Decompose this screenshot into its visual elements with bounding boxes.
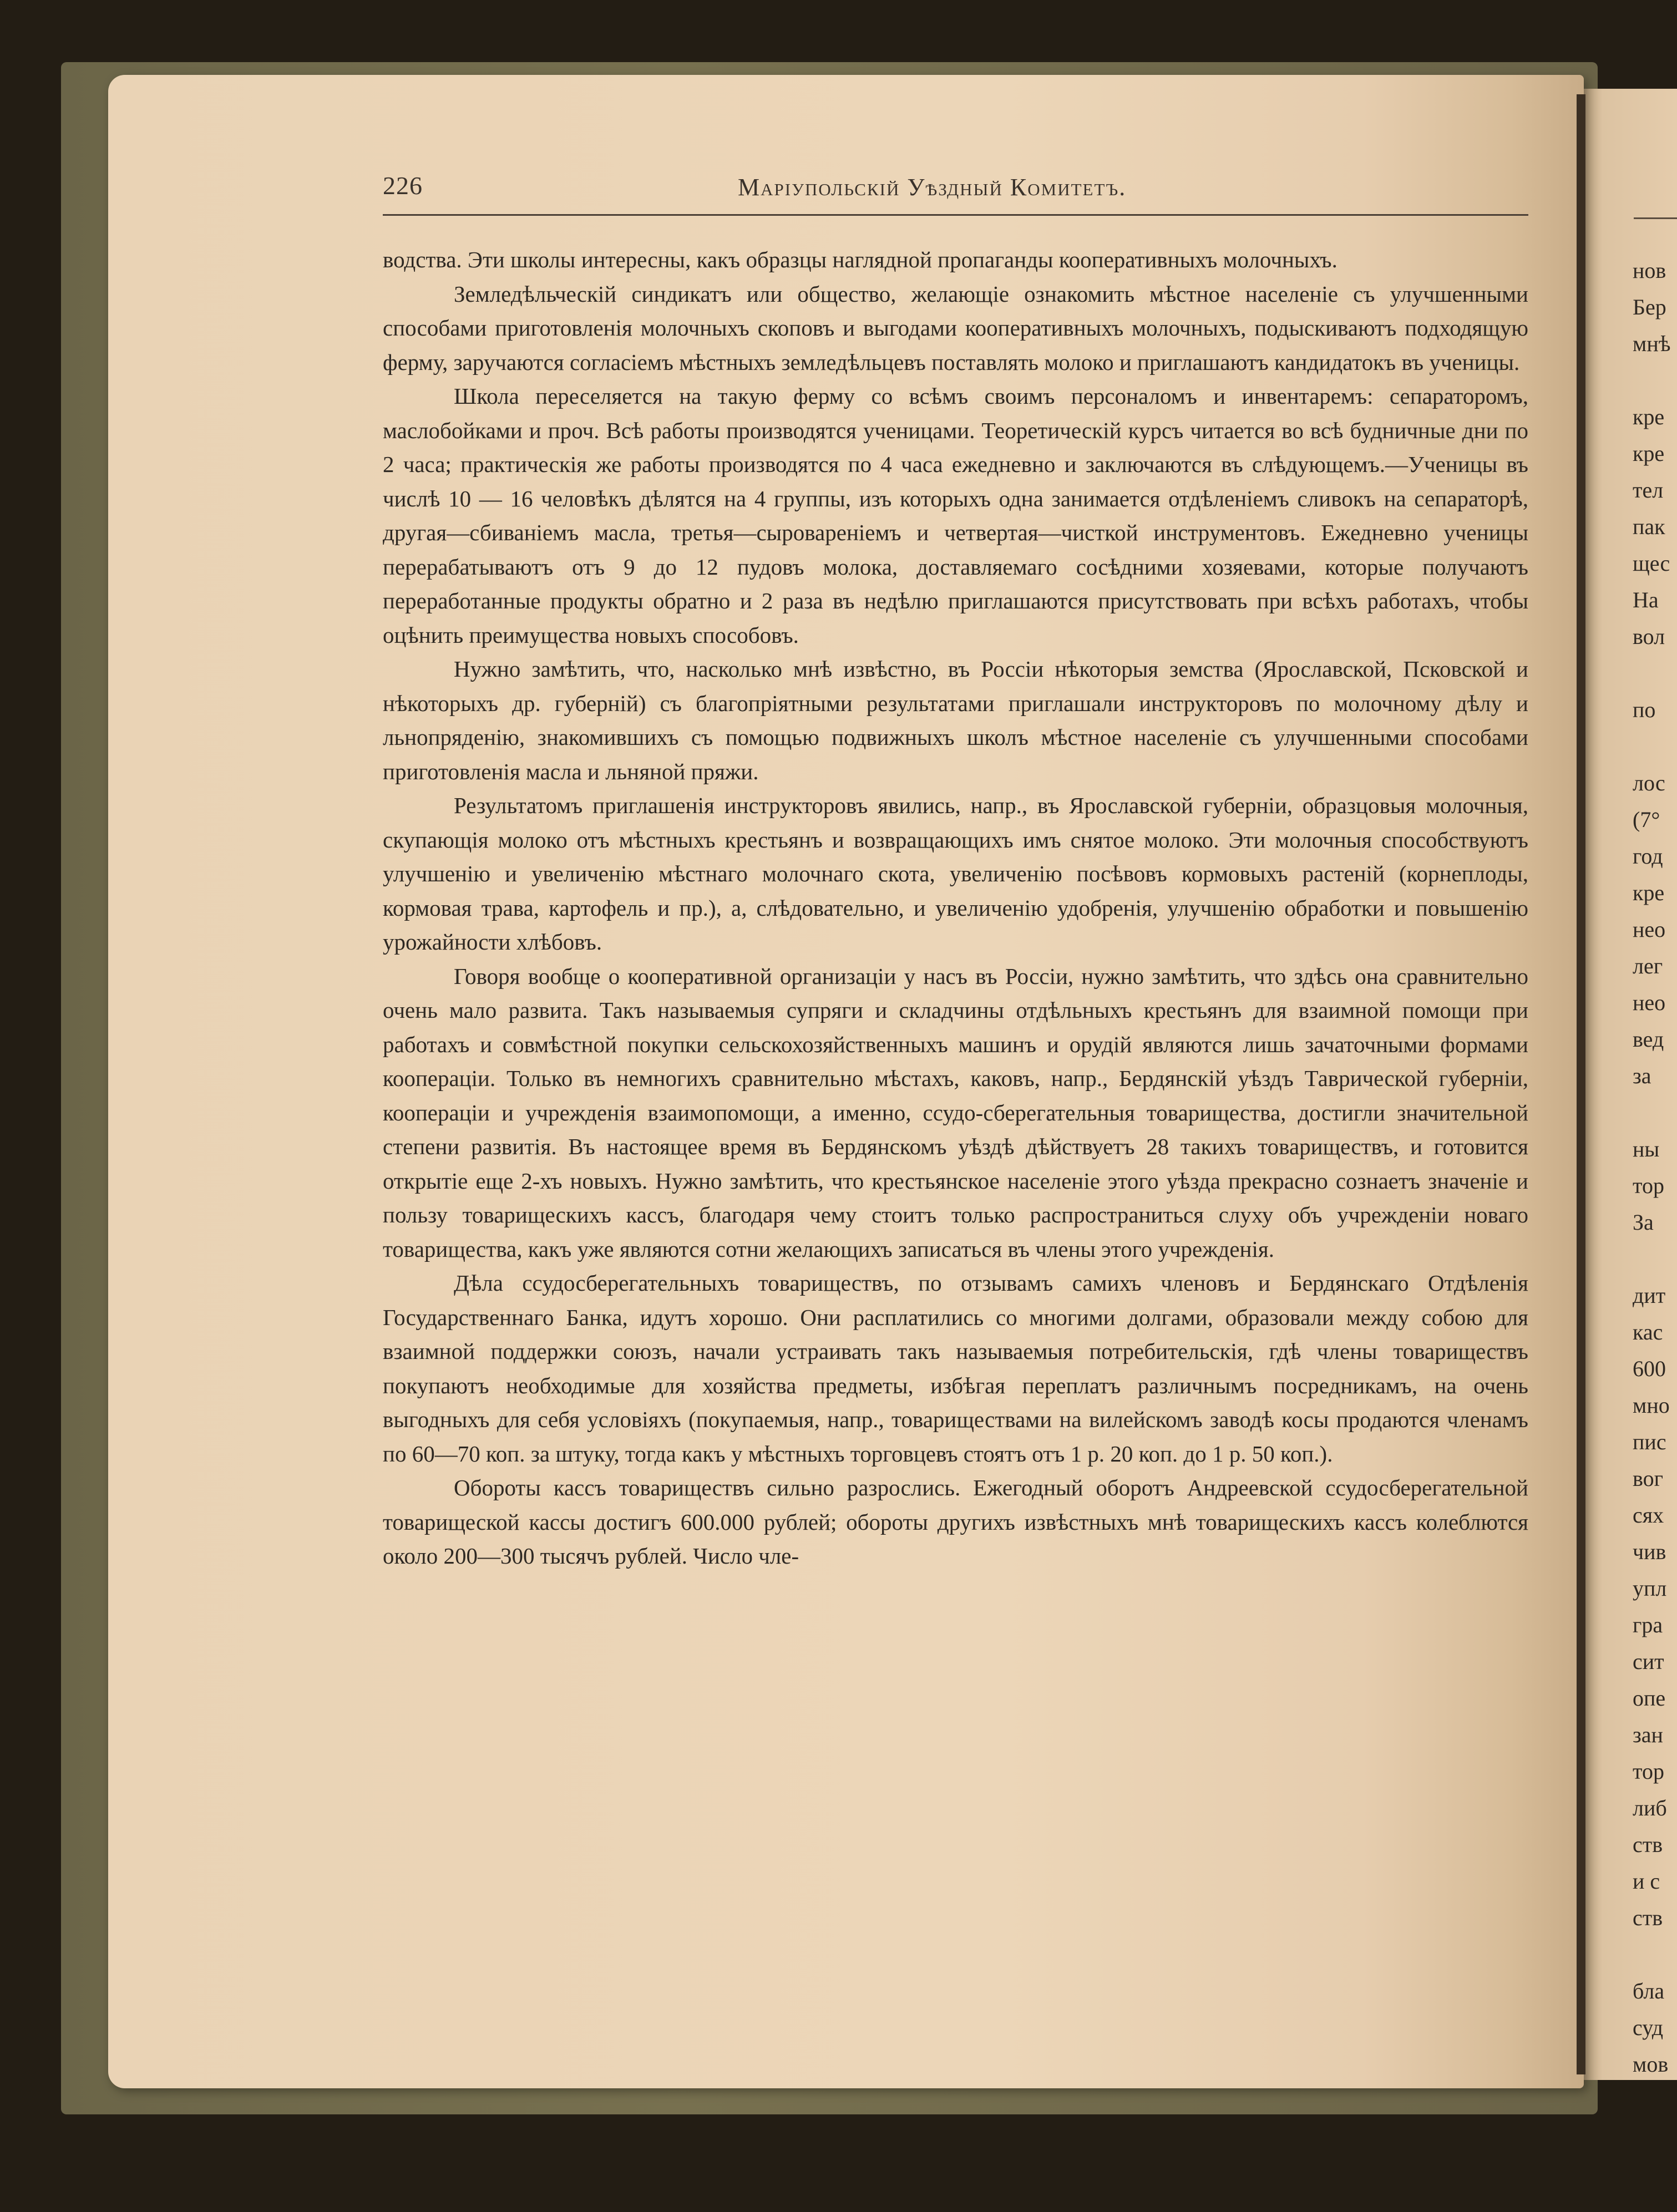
next-page-fragment: за (1633, 1063, 1651, 1088)
next-page-fragment: вол (1633, 624, 1665, 649)
next-page-fragment: нов (1633, 258, 1666, 283)
next-page-fragment: мнѣ (1633, 331, 1671, 356)
next-page-fragment: кре (1633, 880, 1665, 905)
next-page-fragment: 600 (1633, 1356, 1666, 1381)
next-page-fragment: мов (1633, 2052, 1669, 2077)
next-page-fragment: и с (1633, 1869, 1660, 1894)
next-page-fragment: суд (1633, 2015, 1664, 2040)
next-page-text (1633, 252, 1677, 2083)
next-page-fragment: щес (1633, 551, 1670, 576)
next-page-fragment: кас (1633, 1320, 1663, 1345)
page-gutter-edge (1577, 94, 1585, 2074)
next-page-fragment (1633, 728, 1677, 765)
next-page-fragment (1633, 1094, 1677, 1131)
next-page-fragment: чив (1633, 1539, 1666, 1564)
paragraph: Земледѣльческій синдикатъ или общество, желающіе ознакомить мѣстное населеніе съ улучшенными способами приготовленія молочныхъ скоповъ и выгодами кооперативныхъ молочныхъ, подыскиваютъ подходящую ферму, заручаются согласіемъ мѣстныхъ земледѣльцевъ поставлять молоко и приглашаютъ кандидатокъ въ ученицы. (383, 281, 1528, 375)
next-page-fragment: пис (1633, 1429, 1666, 1454)
next-page-fragment: ны (1633, 1137, 1660, 1161)
next-page-fragment: дит (1633, 1283, 1666, 1308)
next-page-fragment: ств (1633, 1832, 1663, 1857)
page-number: 226 (383, 171, 423, 200)
running-title: Маріупольскій Уѣздный Комитетъ. (738, 174, 1127, 201)
next-page-fragment: сях (1633, 1503, 1664, 1528)
next-page-fragment: сит (1633, 1649, 1664, 1674)
next-page-fragment: год (1633, 844, 1663, 869)
next-page-fragment (1633, 1936, 1677, 1973)
next-page-fragment: нео (1633, 990, 1666, 1015)
next-page-fragment: За (1633, 1210, 1654, 1235)
paragraph: водства. Эти школы интересны, какъ образцы наглядной пропаганды кооперативныхъ молочныхъ. (383, 247, 1337, 272)
next-page-fragment: кре (1633, 441, 1665, 466)
next-page-fragment: опе (1633, 1686, 1666, 1711)
next-page-fragment: тор (1633, 1759, 1664, 1784)
next-page-fragment: тел (1633, 478, 1664, 503)
next-page-fragment: мно (1633, 1393, 1670, 1418)
next-page-fragment: лег (1633, 953, 1663, 978)
next-page-fragment: лос (1633, 770, 1665, 795)
paragraph: Школа переселяется на такую ферму со всѣмъ своимъ персоналомъ и инвентаремъ: сепараторомъ, маслобойками и проч. Всѣ работы производятся ученицами. Теоретическій курсъ читается во всѣ будничные дни по 2 часа; практическія же работы производятся по 4 часа ежедневно и заключаются въ слѣдующемъ.—Ученицы въ числѣ 10 — 16 человѣкъ дѣлятся на 4 группы, изъ которыхъ одна занимается отдѣленіемъ сливокъ на сепараторѣ, другая—сбиваніемъ масла, третья—сыровареніемъ и четвертая—чисткой инструментовъ. Ежедневно ученицы перерабатываютъ отъ 9 до 12 пудовъ молока, доставляемаго сосѣдними хозяевами, которые получаютъ переработанные продукты обратно и 2 раза въ недѣлю приглашаются присутствовать при всѣхъ работахъ, чтобы оцѣнить преимущества новыхъ способовъ. (383, 383, 1528, 648)
next-page-fragment: Бер (1633, 295, 1666, 319)
paragraph: Нужно замѣтить, что, насколько мнѣ извѣстно, въ Россіи нѣкоторыя земства (Ярославской, Псковской и нѣкоторыхъ др. губерній) съ благопріятными результатами приглашали инструкторовъ по молочному дѣлу и льнопряденію, знакомившихъ съ помощью подвижныхъ школъ мѣстное населеніе съ улучшенными способами приготовленія масла и льняной пряжи. (383, 656, 1528, 784)
page-header (383, 171, 1528, 210)
next-page-fragment: вед (1633, 1027, 1664, 1052)
paragraph: Результатомъ приглашенія инструкторовъ явились, напр., въ Ярославской губерніи, образцовыя молочныя, скупающія молоко отъ мѣстныхъ крестьянъ и возвращающихъ имъ снятое молоко. Эти молочныя способствуютъ улучшенію и увеличенію мѣстнаго молочнаго скота, увеличенію посѣвовъ кормовыхъ растеній (корнеплоды, кормовая трава, картофель и пр.), а, слѣдовательно, и увеличенію удобренія, улучшенію обработки и повышенію урожайности хлѣбовъ. (383, 793, 1528, 955)
next-page-fragment: по (1633, 697, 1656, 722)
next-page-fragment: зан (1633, 1722, 1663, 1747)
body-text (383, 243, 1528, 1574)
next-page-fragment: гра (1633, 1612, 1663, 1637)
next-page-fragment: ств (1633, 1905, 1663, 1930)
next-page-fragment: кре (1633, 404, 1665, 429)
paragraph: Обороты кассъ товариществъ сильно разрослись. Ежегодный оборотъ Андреевской ссудосберегательной товарищеской кассы достигъ 600.000 рублей; обороты другихъ извѣстныхъ мнѣ товарищескихъ кассъ колеблются около 200—300 тысячъ рублей. Число чле- (383, 1475, 1528, 1569)
next-page-fragment (1633, 1241, 1677, 1277)
next-page-fragment: упл (1633, 1576, 1667, 1601)
next-page-fragment: (7° (1633, 807, 1660, 832)
next-page-fragment: бла (1633, 1978, 1665, 2003)
next-page-fragment: вог (1633, 1466, 1664, 1491)
next-page-fragment: либ (1633, 1795, 1667, 1820)
next-page-rule (1634, 217, 1677, 219)
next-page-fragment: тор (1633, 1173, 1664, 1198)
header-rule (383, 214, 1528, 216)
next-page-fragment (1633, 362, 1677, 399)
next-page-fragment (1633, 655, 1677, 692)
next-page-fragment: пак (1633, 514, 1665, 539)
next-page-fragment: нео (1633, 917, 1666, 942)
next-page-fragment: На (1633, 587, 1659, 612)
paragraph: Дѣла ссудосберегательныхъ товариществъ, по отзывамъ самихъ членовъ и Бердянскаго Отдѣленія Государственнаго Банка, идутъ хорошо. Они расплатились со многими долгами, образовали между собою для взаимной поддержки союзъ, начали устраивать такъ называемыя потребительскія, гдѣ члены товариществъ покупаютъ необходимые для хозяйства предметы, избѣгая переплатъ различнымъ посредникамъ, на очень выгодныхъ для себя условіяхъ (покупаемыя, напр., товариществами на вилейскомъ заводѣ косы продаются членамъ по 60—70 коп. за штуку, тогда какъ у мѣстныхъ торговцевъ стоятъ отъ 1 р. 20 коп. до 1 р. 50 коп.). (383, 1270, 1528, 1467)
paragraph: Говоря вообще о кооперативной организаціи у насъ въ Россіи, нужно замѣтить, что здѣсь она сравнительно очень мало развита. Такъ называемыя супряги и складчины отдѣльныхъ крестьянъ для взаимной помощи при работахъ и совмѣстной покупки сельскохозяйственныхъ машинъ и орудій являются лишь зачаточными формами коопераціи. Только въ немногихъ сравнительно мѣстахъ, каковъ, напр., Бердянскій уѣздъ Таврической губерніи, коопераціи и учрежденія взаимопомощи, а именно, ссудо-сберегательныя товарищества, достигли значительной степени развитія. Въ настоящее время въ Бердянскомъ уѣздѣ дѣйствуетъ 28 такихъ товариществъ, и готовится открытіе еще 2-хъ новыхъ. Нужно замѣтить, что крестьянское населеніе этого уѣзда прекрасно сознаетъ значеніе и пользу товарищескихъ кассъ, благодаря чему стоитъ только распространиться слуху объ учрежденіи новаго товарищества, какъ уже являются сотни желающихъ записаться въ члены этого учрежденія. (383, 963, 1528, 1262)
